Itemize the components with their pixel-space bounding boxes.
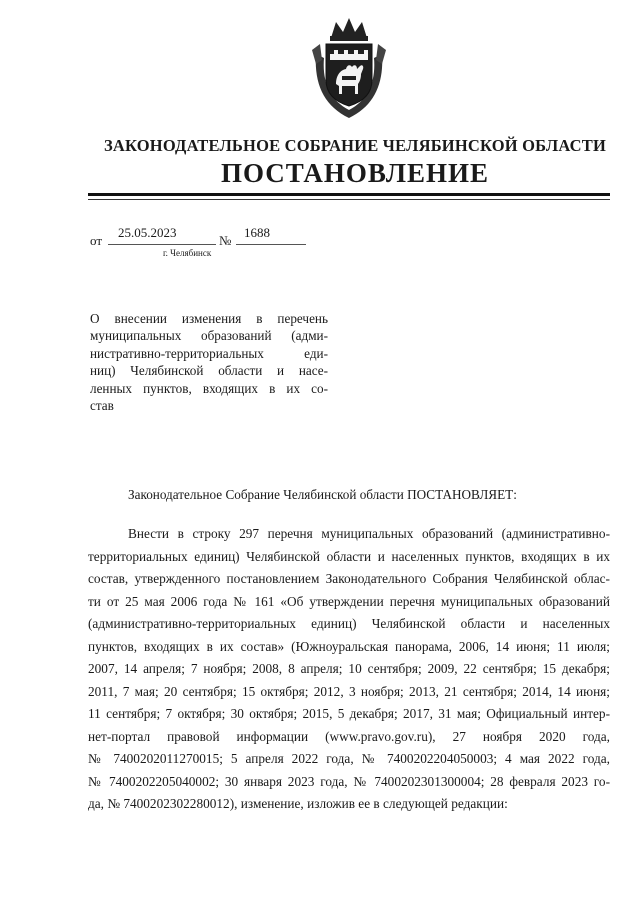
header-rule-thick [88,193,610,196]
document-date: 25.05.2023 [118,225,177,240]
date-label: от [90,233,103,248]
document-subject [90,310,328,414]
organization-title: ЗАКОНОДАТЕЛЬНОЕ СОБРАНИЕ ЧЕЛЯБИНСКОЙ ОБЛАСТИ [103,136,607,155]
body-line: 2007, 14 апреля; 7 ноября; 2008, 8 апреля; 10 сентября; 2009, 22 сентября; 15 декабря; [88,661,610,676]
subject-line: муниципальных образований (адми- [90,328,328,344]
body-line: состав, утвержденного постановлением Законодательного Собрания Челябинской облас- [88,571,610,586]
body-line: территориальных единиц) Челябинской области и населенных пунктов, входящих в их [88,548,610,564]
city: г. Челябинск [163,248,212,258]
body-line: № 7400202011270015; 5 апреля 2022 года, № 7400202204050003; 4 мая 2022 года, [88,751,610,766]
number-label: № [219,233,232,248]
body-line: нет-портал правовой информации (www.pravo.gov.ru), 27 ноября 2020 года, [88,728,610,744]
body-line: № 7400202205040002; 30 января 2023 года, № 7400202301300004; 28 февраля 2023 го- [88,773,610,789]
body-line: Внести в строку 297 перечня муниципальных образований (административно- [128,526,610,541]
coat-of-arms-icon [294,14,404,124]
header-rule-thin [88,199,610,200]
body-line: 11 сентября; 7 октября; 30 октября; 2015, 5 декабря; 2017, 31 мая; Официальный интер- [88,706,610,721]
document-number: 1688 [244,225,270,240]
date-underline [108,244,216,245]
subject-line: ниц) Челябинской области и насе- [90,363,328,379]
document-body [88,523,610,816]
body-line: 2011, 7 мая; 20 сентября; 15 октября; 2012, 3 ноября; 2013, 21 сентября; 2014, 14 июня; [88,683,610,699]
subject-line: О внесении изменения в перечень [90,311,328,326]
body-line: да, № 7400202302280012), изменение, изложив ее в следующей редакции: [88,796,508,811]
body-line: пунктов, входящих в их состав» (Южноуральская панорама, 2006, 14 июня; 11 июля; [88,638,610,654]
resolution-statement: Законодательное Собрание Челябинской области ПОСТАНОВЛЯЕТ: [128,487,517,502]
document-type: ПОСТАНОВЛЕНИЕ [220,158,490,188]
subject-line: нистративно-территориальных еди- [90,345,328,361]
subject-line: став [90,398,114,414]
body-line: (административно-территориальных единиц) Челябинской области и населенных [88,616,610,631]
number-underline [236,244,306,245]
body-line: ти от 25 мая 2006 года № 161 «Об утверждении перечня муниципальных образований [88,593,610,609]
subject-line: ленных пунктов, входящих в их со- [90,380,328,396]
